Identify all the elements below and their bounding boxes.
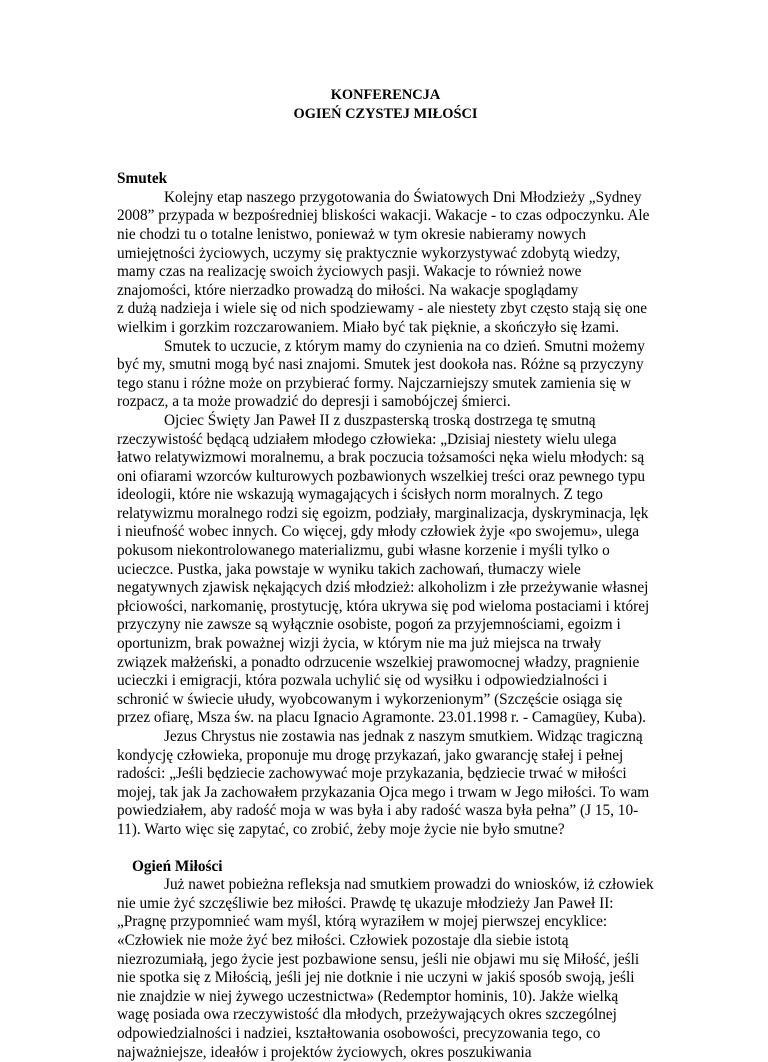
section-heading-ogien-milosci: Ogień Miłości xyxy=(132,857,223,875)
paragraph: z dużą nadzieja i wiele się od nich spodziewamy - ale niestety zbyt często stają się one wielkim i gorzkim rozczarowaniem. Miało być tak pięknie, a skończyło się łzami. xyxy=(117,300,648,336)
paragraph: Jezus Chrystus nie zostawia nas jednak z naszym smutkiem. Widząc tragiczną kondycję człowieka, proponuje mu drogę przykazań, jako gwarancję stałej i pełnej radości: „Jeśli będziecie zachowywać moje przykazania, będziecie trwać w miłości mojej, tak jak Ja zachowałem przykazania Ojca mego i trwam w Jego miłości. To wam powiedziałem, aby radość moja w was była i aby radość wasza była pełna” (J 15, 10-11). Warto więc się zapytać, co zrobić, żeby moje życie nie było smutne? xyxy=(117,728,650,838)
title-line-1: KONFERENCJA xyxy=(330,87,441,103)
title-line-2: OGIEŃ CZYSTEJ MIŁOŚCI xyxy=(293,105,478,122)
spacer xyxy=(117,123,654,170)
paragraph: Już nawet pobieżna refleksja nad smutkiem prowadzi do wniosków, iż człowiek nie umie żyć szczęśliwie bez miłości. Prawdę tę ukazuje młodzieży Jan Paweł II: „Pragnę przypomnieć wam myśl, którą wyraziłem w mojej pierwszej encyklice: «Człowiek nie może żyć bez miłości. Człowiek pozostaje dla siebie istotą niezrozumiałą, jego życie jest pozbawione sensu, jeśli nie objawi mu się Miłość, jeśli nie spotka się z Miłością, jeśli jej nie dotknie i nie uczyni w jakiś sposób swoją, jeśli nie znajdzie w niej żywego uczestnictwa» (Redemptor hominis, 10). Jakże wielką wagę posiada owa rzeczywistość dla młodych, przeżywających okres szczególnej odpowiedzialności i nadziei, kształtowania osobowości, precyzowania tego, co najważniejsze, ideałów i projektów życiowych, okres poszukiwania xyxy=(117,876,654,1061)
paragraph: Ojciec Święty Jan Paweł II z duszpasterską troską dostrzega tę smutną rzeczywistość będącą udziałem młodego człowieka: „Dzisiaj niestety wielu ulega łatwo relatywizmowi moralnemu, a brak poczucia tożsamości nęka wielu młodych: są oni ofiarami wzorców kulturowych pozbawionych wszelkiej treści oraz pewnego typu ideologii, które nie wskazują wymagających i ścisłych norm moralnych. Z tego relatywizmu moralnego rodzi się egoizm, podziały, marginalizacja, dyskryminacja, lęk i nieufność wobec innych. Co więcej, gdy młody człowiek żyje «po swojemu», ulega pokusom niekontrolowanego materializmu, gubi własne korzenie i myśli tylko o ucieczce. Pustka, jaka powstaje w wyniku takich zachowań, tłumaczy wiele negatywnych zjawisk nękających dziś młodzież: alkoholizm i złe przeżywanie własnej płciowości, narkomanię, prostytucję, która ukrywa się pod wieloma postaciami i której przyczyny nie zawsze są wyłącznie osobiste, pogoń za przyjemnościami, egoizm i oportunizm, brak poważnej wizji życia, w którym nie ma już miejsca na trwały związek małżeński, a ponadto odrzucenie wszelkiej prawomocnej władzy, pragnienie ucieczki i emigracji, która pozwala uchylić się od wysiłku i odpowiedzialności i schronić w świecie ułudy, wyobcowanym i wykorzenionym” (Szczęście osiąga się przez ofiarę, Msza św. na placu Ignacio Agramonte. 23.01.1998 r. - Camagüey, Kuba). xyxy=(117,411,650,727)
paragraph: Kolejny etap naszego przygotowania do Światowych Dni Młodzieży „Sydney 2008” przypada w bezpośredniej bliskości wakacji. Wakacje - to czas odpoczynku. Ale nie chodzi tu o totalne lenistwo, ponieważ w tym okresie nabieramy nowych umiejętności życiowych, uczymy się praktycznie wykorzystywać zdobytą wiedzy, mamy czas na realizację swoich życiowych pasji. Wakacje to również nowe znajomości, które nierzadko prowadzą do miłości. Na wakacje spoglądamy xyxy=(117,188,650,299)
spacer xyxy=(117,840,654,858)
section-heading-smutek: Smutek xyxy=(117,170,168,188)
paragraph: Smutek to uczucie, z którym mamy do czynienia na co dzień. Smutni możemy być my, smutni mogą być nasi znajomi. Smutek jest dookoła nas. Różne są przyczyny tego stanu i różne może on przybierać formy. Najczarniejszy smutek zamienia się w rozpacz, a ta może prowadzić do depresji i samobójczej śmierci. xyxy=(117,337,645,411)
document-page xyxy=(117,86,654,1062)
